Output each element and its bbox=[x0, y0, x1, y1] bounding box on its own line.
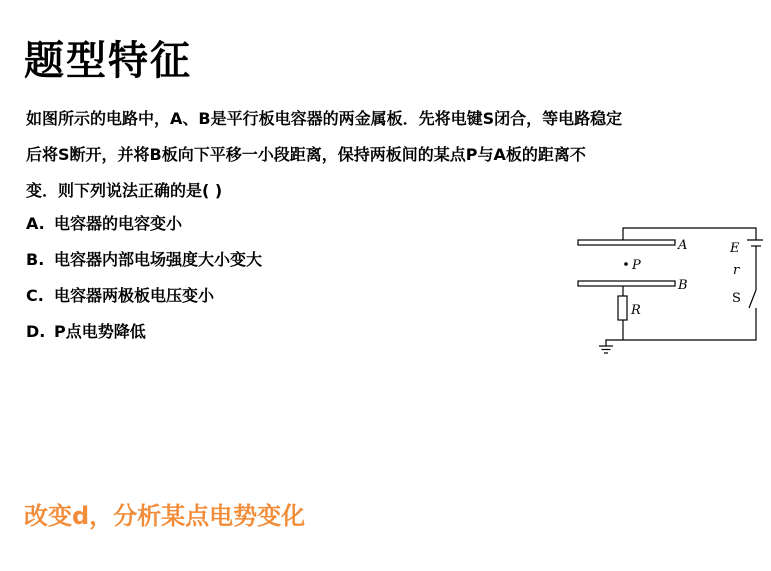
point-p-dot bbox=[624, 262, 628, 266]
option-letter: C. bbox=[26, 286, 44, 305]
option-c bbox=[26, 278, 262, 314]
switch-blade bbox=[749, 290, 756, 308]
resistor bbox=[618, 296, 627, 320]
slide-title: 题型特征 bbox=[24, 38, 192, 84]
plate-a bbox=[578, 240, 675, 245]
option-text: 电容器内部电场强度大小变大 bbox=[54, 250, 263, 269]
option-b bbox=[26, 242, 262, 278]
option-d bbox=[26, 314, 262, 350]
option-letter: B. bbox=[26, 250, 45, 269]
bottom-wire bbox=[623, 308, 756, 340]
label-r-small: r bbox=[733, 263, 740, 278]
option-letter: D. bbox=[26, 322, 46, 341]
ground-wire bbox=[606, 340, 623, 346]
option-text: 电容器两极板电压变小 bbox=[54, 286, 215, 305]
plate-b bbox=[578, 281, 675, 286]
option-text: 电容器的电容变小 bbox=[54, 214, 183, 233]
question-stem bbox=[26, 101, 756, 209]
option-a bbox=[26, 206, 262, 242]
top-wire bbox=[623, 228, 756, 240]
circuit-diagram bbox=[573, 222, 763, 362]
label-e: E bbox=[730, 241, 740, 256]
question-stem-line: 后将S断开，并将B板向下平移一小段距离，保持两板间的某点P与A板的距离不 bbox=[26, 145, 586, 164]
label-b: B bbox=[678, 278, 688, 293]
answer-options bbox=[26, 206, 262, 350]
question-stem-line: 变．则下列说法正确的是( ) bbox=[26, 181, 223, 200]
label-s: S bbox=[732, 291, 741, 306]
label-r: R bbox=[631, 303, 641, 318]
footer-note: 改变d，分析某点电势变化 bbox=[24, 502, 306, 530]
option-letter: A. bbox=[26, 214, 45, 233]
option-text: P点电势降低 bbox=[54, 322, 146, 341]
question-stem-line: 如图所示的电路中，A、B是平行板电容器的两金属板．先将电键S闭合，等电路稳定 bbox=[26, 109, 623, 128]
label-a: A bbox=[678, 238, 688, 253]
label-p: P bbox=[632, 258, 641, 273]
